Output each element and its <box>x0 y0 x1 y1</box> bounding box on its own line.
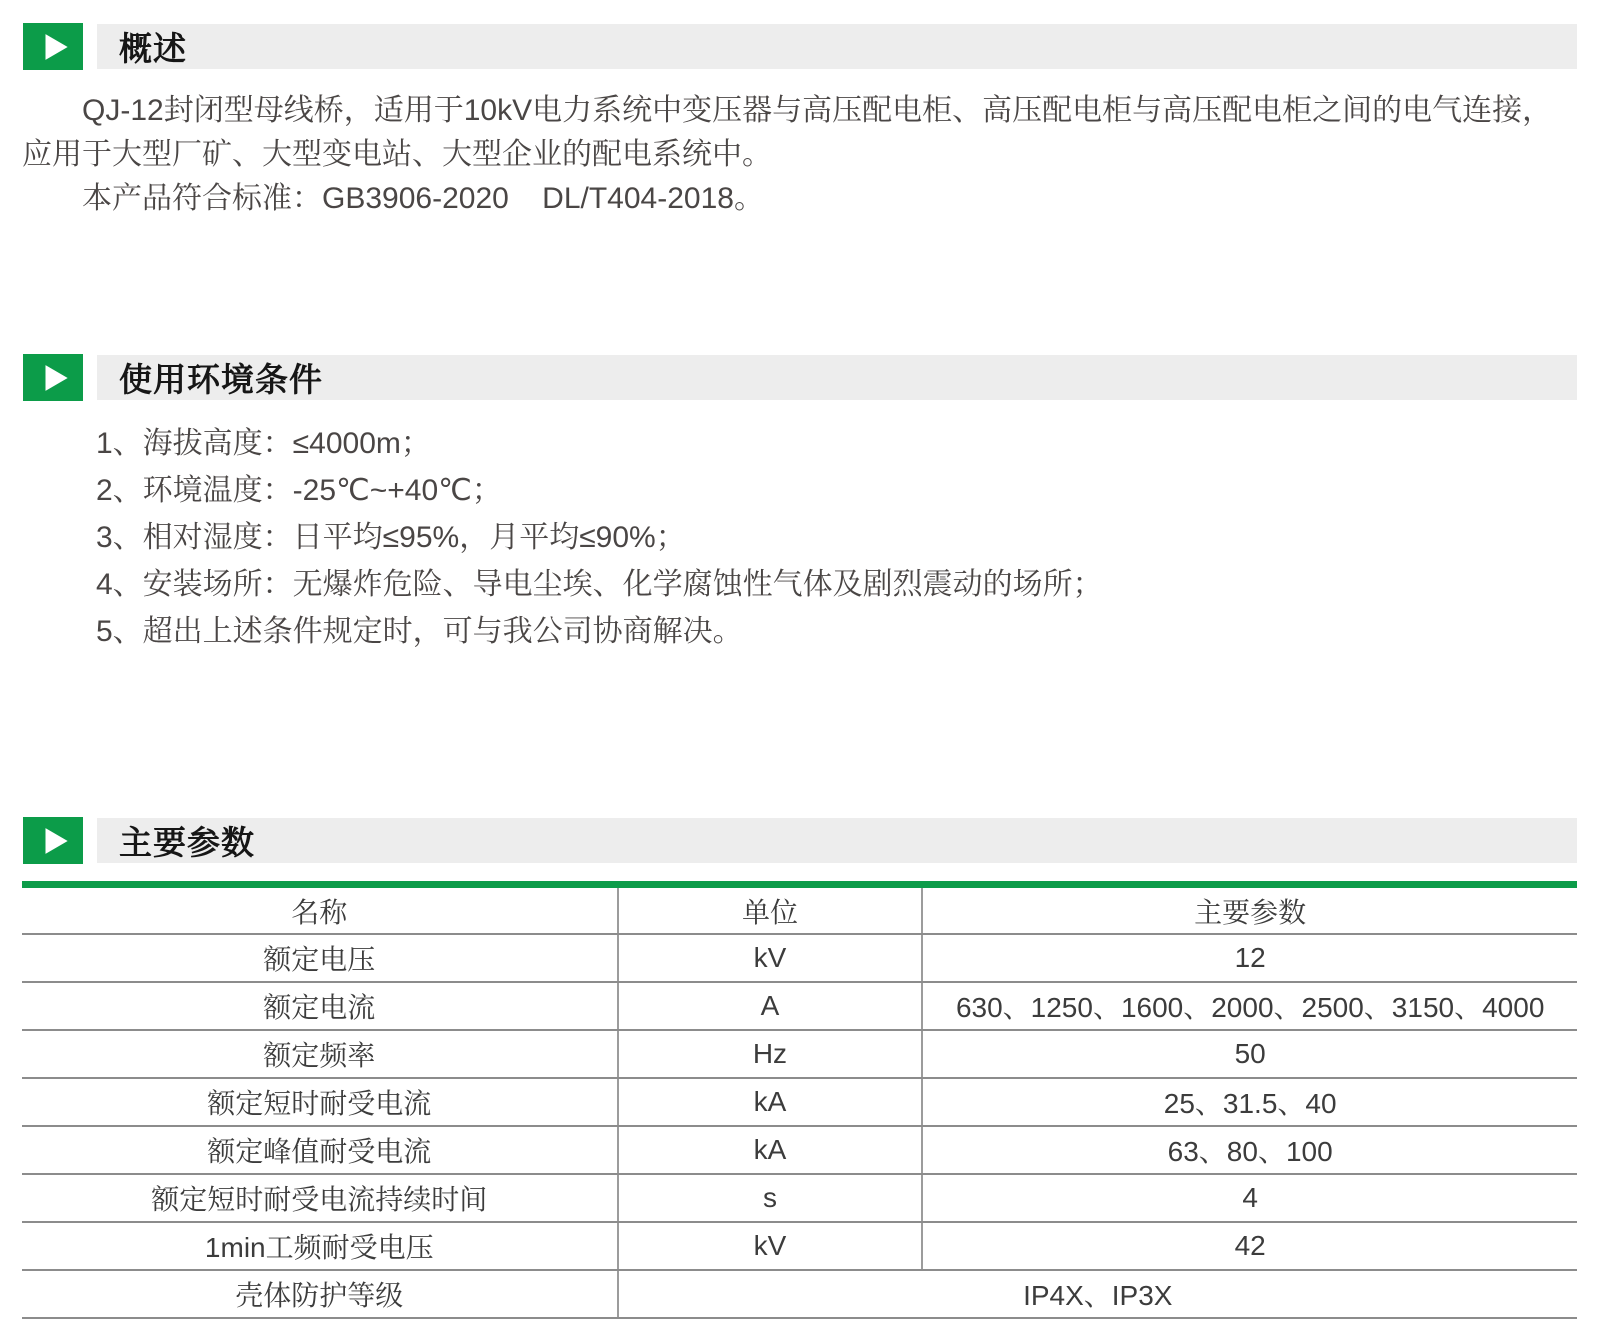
env-condition-item: 3、相对湿度：日平均≤95%，月平均≤90%； <box>96 521 686 554</box>
param-unit-cell: A <box>618 982 923 1030</box>
parameters-table <box>22 888 1577 1319</box>
environment-conditions-list <box>96 420 1556 655</box>
table-row <box>22 1030 1577 1078</box>
table-row <box>22 934 1577 982</box>
param-name-cell: 额定峰值耐受电流 <box>22 1126 618 1174</box>
table-row <box>22 982 1577 1030</box>
table-header-name: 名称 <box>22 888 618 934</box>
section-header-environment <box>23 354 1577 401</box>
table-row <box>22 1078 1577 1126</box>
play-triangle-icon <box>23 23 83 70</box>
play-triangle-icon <box>23 817 83 864</box>
overview-paragraph: QJ-12封闭型母线桥，适用于10kV电力系统中变压器与高压配电柜、高压配电柜与高压配电柜之间的电气连接，应用于大型厂矿、大型变电站、大型企业的配电系统中。 <box>22 94 1553 171</box>
play-triangle-icon <box>23 354 83 401</box>
param-unit-cell: s <box>618 1174 923 1222</box>
table-row <box>22 1222 1577 1270</box>
param-name-cell: 1min工频耐受电压 <box>22 1222 618 1270</box>
param-unit-cell: kV <box>618 934 923 982</box>
param-value-cell: 630、1250、1600、2000、2500、3150、4000 <box>922 982 1577 1030</box>
param-name-cell: 额定短时耐受电流 <box>22 1078 618 1126</box>
table-row <box>22 1174 1577 1222</box>
section-header-overview <box>23 23 1577 70</box>
overview-text-block <box>22 89 1562 221</box>
param-value-cell-merged: IP4X、IP3X <box>618 1270 1577 1318</box>
table-row-merged <box>22 1270 1577 1318</box>
param-unit-cell: kA <box>618 1078 923 1126</box>
section-title-overview: 概述 <box>119 30 187 67</box>
param-unit-cell: Hz <box>618 1030 923 1078</box>
param-unit-cell: kA <box>618 1126 923 1174</box>
param-name-cell: 额定电压 <box>22 934 618 982</box>
table-header-unit: 单位 <box>618 888 923 934</box>
param-name-cell: 额定短时耐受电流持续时间 <box>22 1174 618 1222</box>
param-value-cell: 50 <box>922 1030 1577 1078</box>
param-value-cell: 25、31.5、40 <box>922 1078 1577 1126</box>
param-value-cell: 4 <box>922 1174 1577 1222</box>
param-value-cell: 63、80、100 <box>922 1126 1577 1174</box>
section-header-bar <box>97 818 1577 863</box>
table-header-row <box>22 888 1577 934</box>
env-condition-item: 5、超出上述条件规定时，可与我公司协商解决。 <box>96 615 743 648</box>
section-title-environment: 使用环境条件 <box>119 361 323 398</box>
section-header-bar <box>97 355 1577 400</box>
env-condition-item: 2、环境温度：-25℃~+40℃； <box>96 474 502 507</box>
param-name-cell: 额定频率 <box>22 1030 618 1078</box>
env-condition-item: 4、安装场所：无爆炸危险、导电尘埃、化学腐蚀性气体及剧烈震动的场所； <box>96 568 1103 601</box>
section-header-bar <box>97 24 1577 69</box>
section-title-parameters: 主要参数 <box>119 824 255 861</box>
env-condition-item: 1、海拔高度：≤4000m； <box>96 427 431 460</box>
parameters-table-wrap <box>22 881 1577 1319</box>
section-header-parameters <box>23 817 1577 864</box>
table-header-value: 主要参数 <box>922 888 1577 934</box>
param-name-cell: 额定电流 <box>22 982 618 1030</box>
overview-standards: 本产品符合标准：GB3906-2020 DL/T404-2018。 <box>82 182 764 215</box>
param-name-cell: 壳体防护等级 <box>22 1270 618 1318</box>
param-unit-cell: kV <box>618 1222 923 1270</box>
table-row <box>22 1126 1577 1174</box>
param-value-cell: 12 <box>922 934 1577 982</box>
param-value-cell: 42 <box>922 1222 1577 1270</box>
